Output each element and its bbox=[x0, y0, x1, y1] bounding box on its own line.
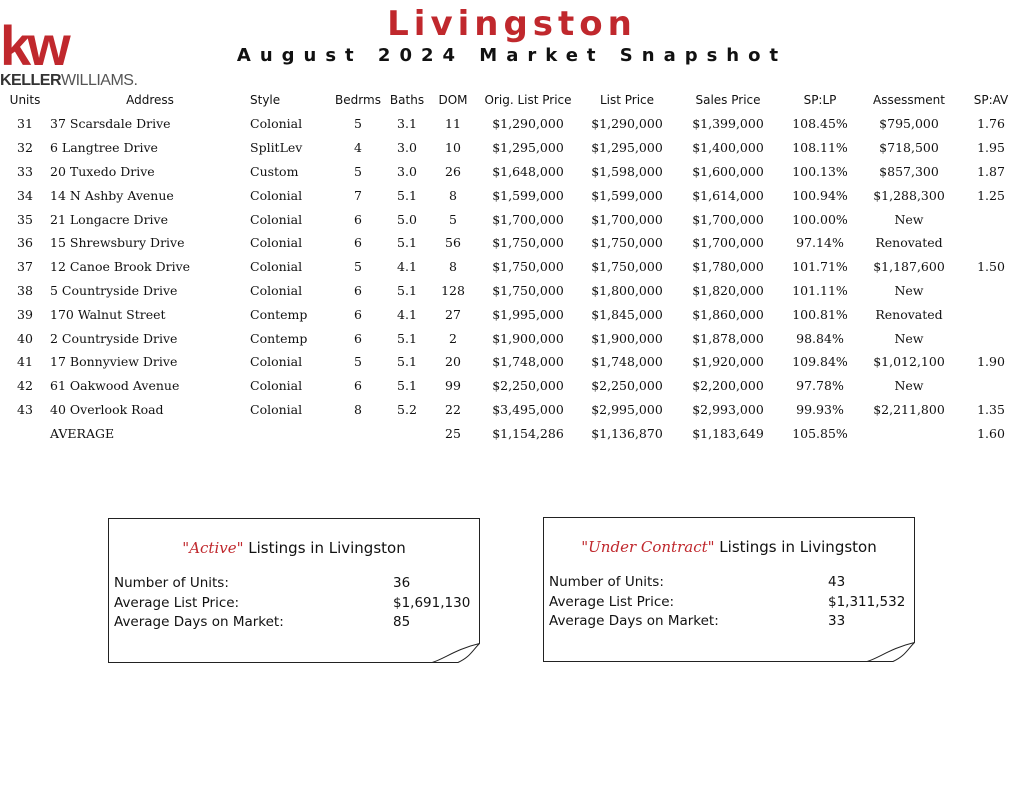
cell-list-price: $1,900,000 bbox=[591, 330, 663, 346]
cell-list-price: $1,295,000 bbox=[591, 140, 663, 156]
cell-list-price: $1,748,000 bbox=[591, 354, 663, 370]
cell-sales-price: $1,600,000 bbox=[692, 163, 764, 179]
cell-style: Colonial bbox=[250, 354, 303, 370]
table-row bbox=[0, 112, 1024, 136]
cell-dom: 2 bbox=[449, 330, 457, 346]
column-header-orig-list-price: Orig. List Price bbox=[484, 93, 572, 107]
cell-orig-list-price: $1,599,000 bbox=[492, 187, 564, 203]
column-header-baths: Baths bbox=[389, 93, 425, 107]
cell-address: 17 Bonnyview Drive bbox=[50, 354, 178, 370]
cell-address: 170 Walnut Street bbox=[50, 306, 166, 322]
cell-style: Custom bbox=[250, 163, 299, 179]
cell-sp-av: 1.95 bbox=[977, 140, 1005, 156]
cell-sales-price: $1,920,000 bbox=[692, 354, 764, 370]
cell-bedrooms: 4 bbox=[354, 140, 362, 156]
cell-dom: 99 bbox=[445, 378, 461, 394]
cell-sp-av bbox=[958, 302, 1024, 326]
cell-bedrooms: 6 bbox=[354, 282, 362, 298]
cell-sp-lp: 99.93% bbox=[796, 401, 844, 417]
column-header-sp-lp: SP:LP bbox=[803, 93, 837, 107]
cell-style: Colonial bbox=[250, 235, 303, 251]
average-address: AVERAGE bbox=[50, 425, 115, 441]
cell-sp-lp: 100.13% bbox=[792, 163, 848, 179]
cell-assessment: $857,300 bbox=[879, 163, 939, 179]
cell-sales-price: $1,860,000 bbox=[692, 306, 764, 322]
active-units-label: Number of Units: bbox=[114, 575, 229, 591]
cell-baths: 4.1 bbox=[397, 259, 417, 275]
page-curl-icon bbox=[432, 643, 480, 663]
table-header-row bbox=[0, 88, 1024, 112]
column-header-sales-price: Sales Price bbox=[695, 93, 761, 107]
active-dom-row bbox=[109, 614, 479, 634]
average-assessment bbox=[860, 421, 958, 445]
cell-sp-lp: 100.81% bbox=[792, 306, 848, 322]
cell-baths: 5.2 bbox=[397, 401, 417, 417]
cell-dom: 10 bbox=[445, 140, 461, 156]
cell-sales-price: $1,399,000 bbox=[692, 116, 764, 132]
average-list-price: $1,136,870 bbox=[591, 425, 663, 441]
column-header-assessment: Assessment bbox=[873, 93, 945, 107]
cell-address: 37 Scarsdale Drive bbox=[50, 116, 171, 132]
cell-sp-av: 1.35 bbox=[977, 401, 1005, 417]
contract-price-label: Average List Price: bbox=[549, 593, 675, 610]
average-sp-av: 1.60 bbox=[977, 425, 1005, 441]
cell-sp-lp: 108.11% bbox=[792, 140, 848, 156]
cell-units: 33 bbox=[17, 163, 33, 179]
active-units-row bbox=[109, 575, 479, 595]
active-price-value: $1,691,130 bbox=[393, 594, 471, 611]
cell-baths: 5.1 bbox=[397, 378, 417, 394]
cell-assessment: Renovated bbox=[875, 306, 943, 322]
cell-list-price: $1,845,000 bbox=[591, 306, 663, 322]
cell-assessment: New bbox=[894, 211, 924, 227]
cell-sales-price: $1,780,000 bbox=[692, 259, 764, 275]
cell-style: Colonial bbox=[250, 401, 303, 417]
average-bedrooms bbox=[330, 421, 386, 445]
cell-address: 20 Tuxedo Drive bbox=[50, 163, 155, 179]
cell-bedrooms: 6 bbox=[354, 306, 362, 322]
active-units-value: 36 bbox=[393, 575, 411, 591]
cell-dom: 128 bbox=[441, 282, 465, 298]
cell-assessment: New bbox=[894, 330, 924, 346]
cell-units: 40 bbox=[17, 330, 33, 346]
cell-dom: 27 bbox=[445, 306, 461, 322]
cell-bedrooms: 5 bbox=[354, 163, 362, 179]
cell-bedrooms: 6 bbox=[354, 235, 362, 251]
under-contract-listings-box bbox=[543, 517, 915, 662]
cell-address: 15 Shrewsbury Drive bbox=[50, 235, 185, 251]
contract-status-label: "Under Contract" bbox=[581, 538, 715, 556]
cell-address: 5 Countryside Drive bbox=[50, 282, 178, 298]
cell-orig-list-price: $1,290,000 bbox=[492, 116, 564, 132]
cell-sp-av: 1.87 bbox=[977, 163, 1005, 179]
cell-list-price: $1,599,000 bbox=[591, 187, 663, 203]
table-body bbox=[0, 112, 1024, 445]
table-row bbox=[0, 302, 1024, 326]
cell-dom: 11 bbox=[445, 116, 461, 132]
average-units bbox=[0, 421, 50, 445]
cell-address: 61 Oakwood Avenue bbox=[50, 378, 180, 394]
cell-bedrooms: 6 bbox=[354, 330, 362, 346]
cell-dom: 8 bbox=[449, 259, 457, 275]
average-dom: 25 bbox=[445, 425, 461, 441]
cell-bedrooms: 5 bbox=[354, 259, 362, 275]
table-row bbox=[0, 160, 1024, 184]
cell-assessment: New bbox=[894, 378, 924, 394]
page-subtitle: August 2024 Market Snapshot bbox=[236, 45, 788, 66]
cell-bedrooms: 5 bbox=[354, 116, 362, 132]
cell-style: Colonial bbox=[250, 259, 303, 275]
cell-assessment: $795,000 bbox=[879, 116, 939, 132]
cell-sp-av: 1.50 bbox=[977, 259, 1005, 275]
cell-style: Colonial bbox=[250, 116, 303, 132]
cell-sp-av bbox=[958, 207, 1024, 231]
contract-units-value: 43 bbox=[828, 574, 846, 590]
cell-orig-list-price: $2,250,000 bbox=[492, 378, 564, 394]
cell-assessment: New bbox=[894, 282, 924, 298]
cell-dom: 56 bbox=[445, 235, 461, 251]
cell-units: 42 bbox=[17, 378, 33, 394]
active-heading-text: Listings in Livingston bbox=[243, 539, 406, 557]
cell-orig-list-price: $1,900,000 bbox=[492, 330, 564, 346]
cell-sp-av: 1.25 bbox=[977, 187, 1005, 203]
cell-dom: 5 bbox=[449, 211, 457, 227]
contract-heading-text: Listings in Livingston bbox=[714, 538, 877, 556]
cell-sp-av bbox=[958, 279, 1024, 303]
table-row bbox=[0, 350, 1024, 374]
cell-baths: 5.1 bbox=[397, 282, 417, 298]
contract-box-heading bbox=[544, 538, 914, 556]
cell-list-price: $1,598,000 bbox=[591, 163, 663, 179]
table-row bbox=[0, 326, 1024, 350]
cell-sales-price: $1,700,000 bbox=[692, 235, 764, 251]
cell-style: SplitLev bbox=[250, 140, 303, 156]
cell-bedrooms: 7 bbox=[354, 187, 362, 203]
average-sp-lp: 105.85% bbox=[792, 425, 848, 441]
cell-assessment: $2,211,800 bbox=[873, 401, 945, 417]
cell-address: 6 Langtree Drive bbox=[50, 140, 158, 156]
cell-list-price: $1,750,000 bbox=[591, 259, 663, 275]
cell-baths: 5.1 bbox=[397, 235, 417, 251]
cell-units: 37 bbox=[17, 259, 33, 275]
cell-sp-lp: 109.84% bbox=[792, 354, 848, 370]
cell-list-price: $1,800,000 bbox=[591, 282, 663, 298]
column-header-units: Units bbox=[9, 93, 41, 107]
cell-baths: 3.1 bbox=[397, 116, 417, 132]
cell-baths: 3.0 bbox=[397, 163, 417, 179]
cell-orig-list-price: $1,750,000 bbox=[492, 259, 564, 275]
column-header-sp-av: SP:AV bbox=[973, 93, 1009, 107]
cell-sp-lp: 98.84% bbox=[796, 330, 844, 346]
cell-address: 14 N Ashby Avenue bbox=[50, 187, 174, 203]
cell-units: 38 bbox=[17, 282, 33, 298]
contract-dom-label: Average Days on Market: bbox=[549, 613, 719, 629]
cell-sales-price: $1,700,000 bbox=[692, 211, 764, 227]
kw-logo-mark: kw bbox=[0, 14, 67, 77]
cell-sales-price: $1,878,000 bbox=[692, 330, 764, 346]
table-row bbox=[0, 136, 1024, 160]
cell-sp-av: 1.76 bbox=[977, 116, 1005, 132]
cell-assessment: $718,500 bbox=[879, 140, 939, 156]
cell-sp-lp: 97.14% bbox=[796, 235, 844, 251]
cell-units: 34 bbox=[17, 187, 33, 203]
cell-bedrooms: 8 bbox=[354, 401, 362, 417]
cell-baths: 5.1 bbox=[397, 330, 417, 346]
sales-table bbox=[0, 88, 1024, 445]
cell-sp-av bbox=[958, 374, 1024, 398]
active-status-label: "Active" bbox=[182, 539, 244, 557]
page-curl-icon bbox=[867, 642, 915, 662]
cell-address: 12 Canoe Brook Drive bbox=[50, 259, 191, 275]
cell-sales-price: $1,820,000 bbox=[692, 282, 764, 298]
cell-sales-price: $1,614,000 bbox=[692, 187, 764, 203]
cell-orig-list-price: $1,748,000 bbox=[492, 354, 564, 370]
cell-orig-list-price: $1,700,000 bbox=[492, 211, 564, 227]
column-header-bedrooms: Bedrms bbox=[335, 93, 381, 107]
cell-sp-av bbox=[958, 326, 1024, 350]
cell-baths: 5.0 bbox=[397, 211, 417, 227]
cell-units: 35 bbox=[17, 211, 33, 227]
cell-orig-list-price: $1,648,000 bbox=[492, 163, 564, 179]
cell-units: 43 bbox=[17, 401, 33, 417]
cell-sp-av: 1.90 bbox=[977, 354, 1005, 370]
contract-units-row bbox=[544, 574, 914, 594]
active-dom-label: Average Days on Market: bbox=[114, 614, 284, 630]
cell-sp-lp: 108.45% bbox=[792, 116, 848, 132]
cell-baths: 3.0 bbox=[397, 140, 417, 156]
cell-orig-list-price: $1,750,000 bbox=[492, 235, 564, 251]
cell-address: 21 Longacre Drive bbox=[50, 211, 169, 227]
cell-units: 39 bbox=[17, 306, 33, 322]
contract-price-row bbox=[544, 594, 914, 614]
brand-name-light: WILLIAMS. bbox=[61, 72, 138, 89]
cell-orig-list-price: $1,750,000 bbox=[492, 282, 564, 298]
cell-baths: 4.1 bbox=[397, 306, 417, 322]
cell-sp-lp: 100.94% bbox=[792, 187, 848, 203]
column-header-list-price: List Price bbox=[599, 93, 655, 107]
cell-sales-price: $2,993,000 bbox=[692, 401, 764, 417]
cell-assessment: $1,187,600 bbox=[873, 259, 945, 275]
cell-units: 41 bbox=[17, 354, 33, 370]
table-row bbox=[0, 374, 1024, 398]
cell-list-price: $1,290,000 bbox=[591, 116, 663, 132]
cell-style: Colonial bbox=[250, 378, 303, 394]
contract-price-value: $1,311,532 bbox=[828, 593, 906, 610]
cell-address: 2 Countryside Drive bbox=[50, 330, 178, 346]
active-price-label: Average List Price: bbox=[114, 594, 240, 611]
cell-assessment: $1,288,300 bbox=[873, 187, 945, 203]
cell-dom: 8 bbox=[449, 187, 457, 203]
cell-dom: 22 bbox=[445, 401, 461, 417]
cell-assessment: Renovated bbox=[875, 235, 943, 251]
cell-sp-av bbox=[958, 231, 1024, 255]
brand-name-bold: KELLER bbox=[0, 72, 61, 89]
page-title: Livingston bbox=[387, 4, 637, 44]
cell-style: Colonial bbox=[250, 211, 303, 227]
cell-dom: 20 bbox=[445, 354, 461, 370]
column-header-address: Address bbox=[126, 93, 174, 107]
active-box-heading bbox=[109, 539, 479, 557]
table-row bbox=[0, 231, 1024, 255]
active-price-row bbox=[109, 595, 479, 615]
cell-sp-lp: 101.71% bbox=[792, 259, 848, 275]
cell-list-price: $2,250,000 bbox=[591, 378, 663, 394]
cell-sales-price: $1,400,000 bbox=[692, 140, 764, 156]
column-header-dom: DOM bbox=[438, 93, 468, 107]
table-row bbox=[0, 207, 1024, 231]
cell-sp-lp: 101.11% bbox=[792, 282, 848, 298]
table-row bbox=[0, 255, 1024, 279]
cell-baths: 5.1 bbox=[397, 354, 417, 370]
cell-style: Colonial bbox=[250, 282, 303, 298]
cell-bedrooms: 6 bbox=[354, 211, 362, 227]
cell-sp-lp: 97.78% bbox=[796, 378, 844, 394]
table-row bbox=[0, 398, 1024, 422]
cell-list-price: $1,700,000 bbox=[591, 211, 663, 227]
cell-sp-lp: 100.00% bbox=[792, 211, 848, 227]
contract-dom-value: 33 bbox=[828, 613, 846, 629]
average-sales-price: $1,183,649 bbox=[692, 425, 764, 441]
active-dom-value: 85 bbox=[393, 614, 411, 630]
cell-style: Contemp bbox=[250, 330, 308, 346]
cell-address: 40 Overlook Road bbox=[50, 401, 164, 417]
average-baths bbox=[386, 421, 428, 445]
cell-bedrooms: 5 bbox=[354, 354, 362, 370]
contract-units-label: Number of Units: bbox=[549, 574, 664, 590]
average-style bbox=[250, 421, 330, 445]
contract-dom-row bbox=[544, 613, 914, 633]
average-row bbox=[0, 421, 1024, 445]
cell-units: 36 bbox=[17, 235, 33, 251]
cell-baths: 5.1 bbox=[397, 187, 417, 203]
cell-orig-list-price: $1,295,000 bbox=[492, 140, 564, 156]
column-header-style: Style bbox=[250, 93, 281, 107]
cell-bedrooms: 6 bbox=[354, 378, 362, 394]
cell-style: Contemp bbox=[250, 306, 308, 322]
cell-orig-list-price: $3,495,000 bbox=[492, 401, 564, 417]
cell-dom: 26 bbox=[445, 163, 461, 179]
cell-style: Colonial bbox=[250, 187, 303, 203]
cell-assessment: $1,012,100 bbox=[873, 354, 945, 370]
table-row bbox=[0, 183, 1024, 207]
cell-list-price: $2,995,000 bbox=[591, 401, 663, 417]
cell-list-price: $1,750,000 bbox=[591, 235, 663, 251]
active-listings-box bbox=[108, 518, 480, 663]
cell-units: 32 bbox=[17, 140, 33, 156]
cell-orig-list-price: $1,995,000 bbox=[492, 306, 564, 322]
cell-units: 31 bbox=[17, 116, 33, 132]
table-row bbox=[0, 279, 1024, 303]
cell-sales-price: $2,200,000 bbox=[692, 378, 764, 394]
average-orig-list-price: $1,154,286 bbox=[492, 425, 564, 441]
